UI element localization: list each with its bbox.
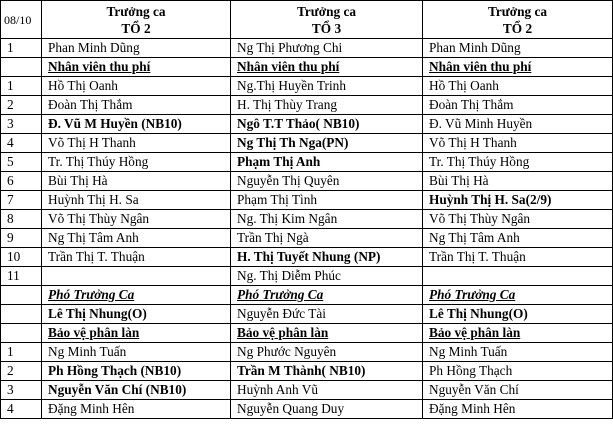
- cell-col-1: Võ Thị H Thanh: [42, 134, 231, 153]
- row-number: 7: [1, 191, 42, 210]
- cell-col-3: Ng Thị Tâm Anh: [423, 229, 613, 248]
- table-row: [1, 400, 613, 419]
- cell-col-3: Lê Thị Nhung(O): [423, 305, 613, 324]
- cell-col-3: Bảo vệ phân làn: [423, 324, 613, 343]
- table-row: [1, 153, 613, 172]
- table-row: [1, 324, 613, 343]
- table-row: [1, 362, 613, 381]
- cell-col-3: Đoàn Thị Thắm: [423, 96, 613, 115]
- cell-col-3: Võ Thị H Thanh: [423, 134, 613, 153]
- cell-col-2: Nhân viên thu phí: [231, 58, 423, 77]
- row-number: [1, 286, 42, 305]
- row-number: 2: [1, 96, 42, 115]
- cell-col-2: Nguyễn Đức Tài: [231, 305, 423, 324]
- row-number: 4: [1, 400, 42, 419]
- header-col-1-line2: TỔ 2: [121, 20, 151, 36]
- table-row: [1, 96, 613, 115]
- cell-col-2: Phó Trưởng Ca: [231, 286, 423, 305]
- header-col-1: [42, 1, 231, 39]
- table-row: [1, 286, 613, 305]
- cell-col-3: Phan Minh Dũng: [423, 39, 613, 58]
- cell-col-1: Hồ Thị Oanh: [42, 77, 231, 96]
- cell-col-1: Phan Minh Dũng: [42, 39, 231, 58]
- table-row: [1, 267, 613, 286]
- cell-col-2: Nguyễn Thị Quyên: [231, 172, 423, 191]
- cell-col-2: Phạm Thị Anh: [231, 153, 423, 172]
- cell-col-2: H. Thị Thùy Trang: [231, 96, 423, 115]
- cell-col-3: Hồ Thị Oanh: [423, 77, 613, 96]
- cell-col-2: H. Thị Tuyết Nhung (NP): [231, 248, 423, 267]
- cell-col-1: Ng Minh Tuấn: [42, 343, 231, 362]
- table-row: [1, 191, 613, 210]
- cell-col-2: Ng.Thị Huyền Trinh: [231, 77, 423, 96]
- header-row: [1, 1, 613, 39]
- row-number: 9: [1, 229, 42, 248]
- cell-col-1: Lê Thị Nhung(O): [42, 305, 231, 324]
- row-number: 1: [1, 77, 42, 96]
- row-number: 8: [1, 210, 42, 229]
- header-col-3-line2: TỔ 2: [502, 20, 533, 36]
- row-number: 6: [1, 172, 42, 191]
- cell-col-2: Ng Thị Th Nga(PN): [231, 134, 423, 153]
- row-number: 4: [1, 134, 42, 153]
- cell-col-1: Huỳnh Thị H. Sa: [42, 191, 231, 210]
- cell-col-2: Ngô T.T Thảo( NB10): [231, 115, 423, 134]
- cell-col-2: Trần M Thành( NB10): [231, 362, 423, 381]
- header-col-2: [231, 1, 423, 39]
- table-row: [1, 248, 613, 267]
- table-row: [1, 229, 613, 248]
- cell-col-1: [42, 267, 231, 286]
- cell-col-3: Phó Trưởng Ca: [423, 286, 613, 305]
- cell-col-2: Huỳnh Anh Vũ: [231, 381, 423, 400]
- cell-col-2: Ng Phước Nguyên: [231, 343, 423, 362]
- cell-col-3: Ph Hồng Thạch: [423, 362, 613, 381]
- cell-col-1: Tr. Thị Thúy Hồng: [42, 153, 231, 172]
- cell-col-3: Ng Minh Tuấn: [423, 343, 613, 362]
- row-number: [1, 305, 42, 324]
- row-number: 11: [1, 267, 42, 286]
- row-number: 2: [1, 362, 42, 381]
- cell-col-1: Phó Trưởng Ca: [42, 286, 231, 305]
- table-row: [1, 381, 613, 400]
- cell-col-1: Đ. Vũ M Huyền (NB10): [42, 115, 231, 134]
- cell-col-3: Nguyễn Văn Chí: [423, 381, 613, 400]
- cell-col-3: Đặng Minh Hên: [423, 400, 613, 419]
- table-row: [1, 305, 613, 324]
- cell-col-2: Trần Thị Ngà: [231, 229, 423, 248]
- table-row: [1, 39, 613, 58]
- row-number: 3: [1, 115, 42, 134]
- schedule-body: [1, 1, 613, 419]
- header-col-2-line2: TỔ 3: [311, 20, 342, 36]
- table-row: [1, 210, 613, 229]
- cell-col-2: Bảo vệ phân làn: [231, 324, 423, 343]
- header-col-1-line1: Trưởng ca: [106, 3, 166, 19]
- cell-col-1: Võ Thị Thùy Ngân: [42, 210, 231, 229]
- cell-col-2: Phạm Thị Tình: [231, 191, 423, 210]
- row-number: 1: [1, 343, 42, 362]
- cell-col-2: Ng. Thị Kim Ngân: [231, 210, 423, 229]
- row-number: 3: [1, 381, 42, 400]
- cell-col-3: Huỳnh Thị H. Sa(2/9): [423, 191, 613, 210]
- row-number: 1: [1, 39, 42, 58]
- cell-col-1: Ph Hồng Thạch (NB10): [42, 362, 231, 381]
- cell-col-1: Đoàn Thị Thắm: [42, 96, 231, 115]
- cell-col-2: Nguyễn Quang Duy: [231, 400, 423, 419]
- cell-col-3: [423, 267, 613, 286]
- header-col-3: [423, 1, 613, 39]
- cell-col-3: Trần Thị T. Thuận: [423, 248, 613, 267]
- cell-col-3: Nhân viên thu phí: [423, 58, 613, 77]
- row-number: [1, 324, 42, 343]
- cell-col-1: Nguyễn Văn Chí (NB10): [42, 381, 231, 400]
- cell-col-3: Võ Thị Thùy Ngân: [423, 210, 613, 229]
- table-row: [1, 58, 613, 77]
- table-row: [1, 343, 613, 362]
- cell-col-3: Tr. Thị Thúy Hồng: [423, 153, 613, 172]
- cell-col-1: Đặng Minh Hên: [42, 400, 231, 419]
- cell-col-1: Bùi Thị Hà: [42, 172, 231, 191]
- table-row: [1, 172, 613, 191]
- row-number: [1, 58, 42, 77]
- cell-col-3: Đ. Vũ Minh Huyền: [423, 115, 613, 134]
- table-row: [1, 115, 613, 134]
- row-number: 10: [1, 248, 42, 267]
- date-cell: 08/10: [1, 1, 42, 39]
- cell-col-3: Bùi Thị Hà: [423, 172, 613, 191]
- cell-col-2: Ng Thị Phương Chi: [231, 39, 423, 58]
- row-number: 5: [1, 153, 42, 172]
- table-row: [1, 134, 613, 153]
- cell-col-2: Ng. Thị Diễm Phúc: [231, 267, 423, 286]
- cell-col-1: Trần Thị T. Thuận: [42, 248, 231, 267]
- table-row: [1, 77, 613, 96]
- header-col-3-line1: Trưởng ca: [487, 3, 548, 19]
- cell-col-1: Nhân viên thu phí: [42, 58, 231, 77]
- cell-col-1: Ng Thị Tâm Anh: [42, 229, 231, 248]
- cell-col-1: Bảo vệ phân làn: [42, 324, 231, 343]
- header-col-2-line1: Trưởng ca: [296, 3, 357, 19]
